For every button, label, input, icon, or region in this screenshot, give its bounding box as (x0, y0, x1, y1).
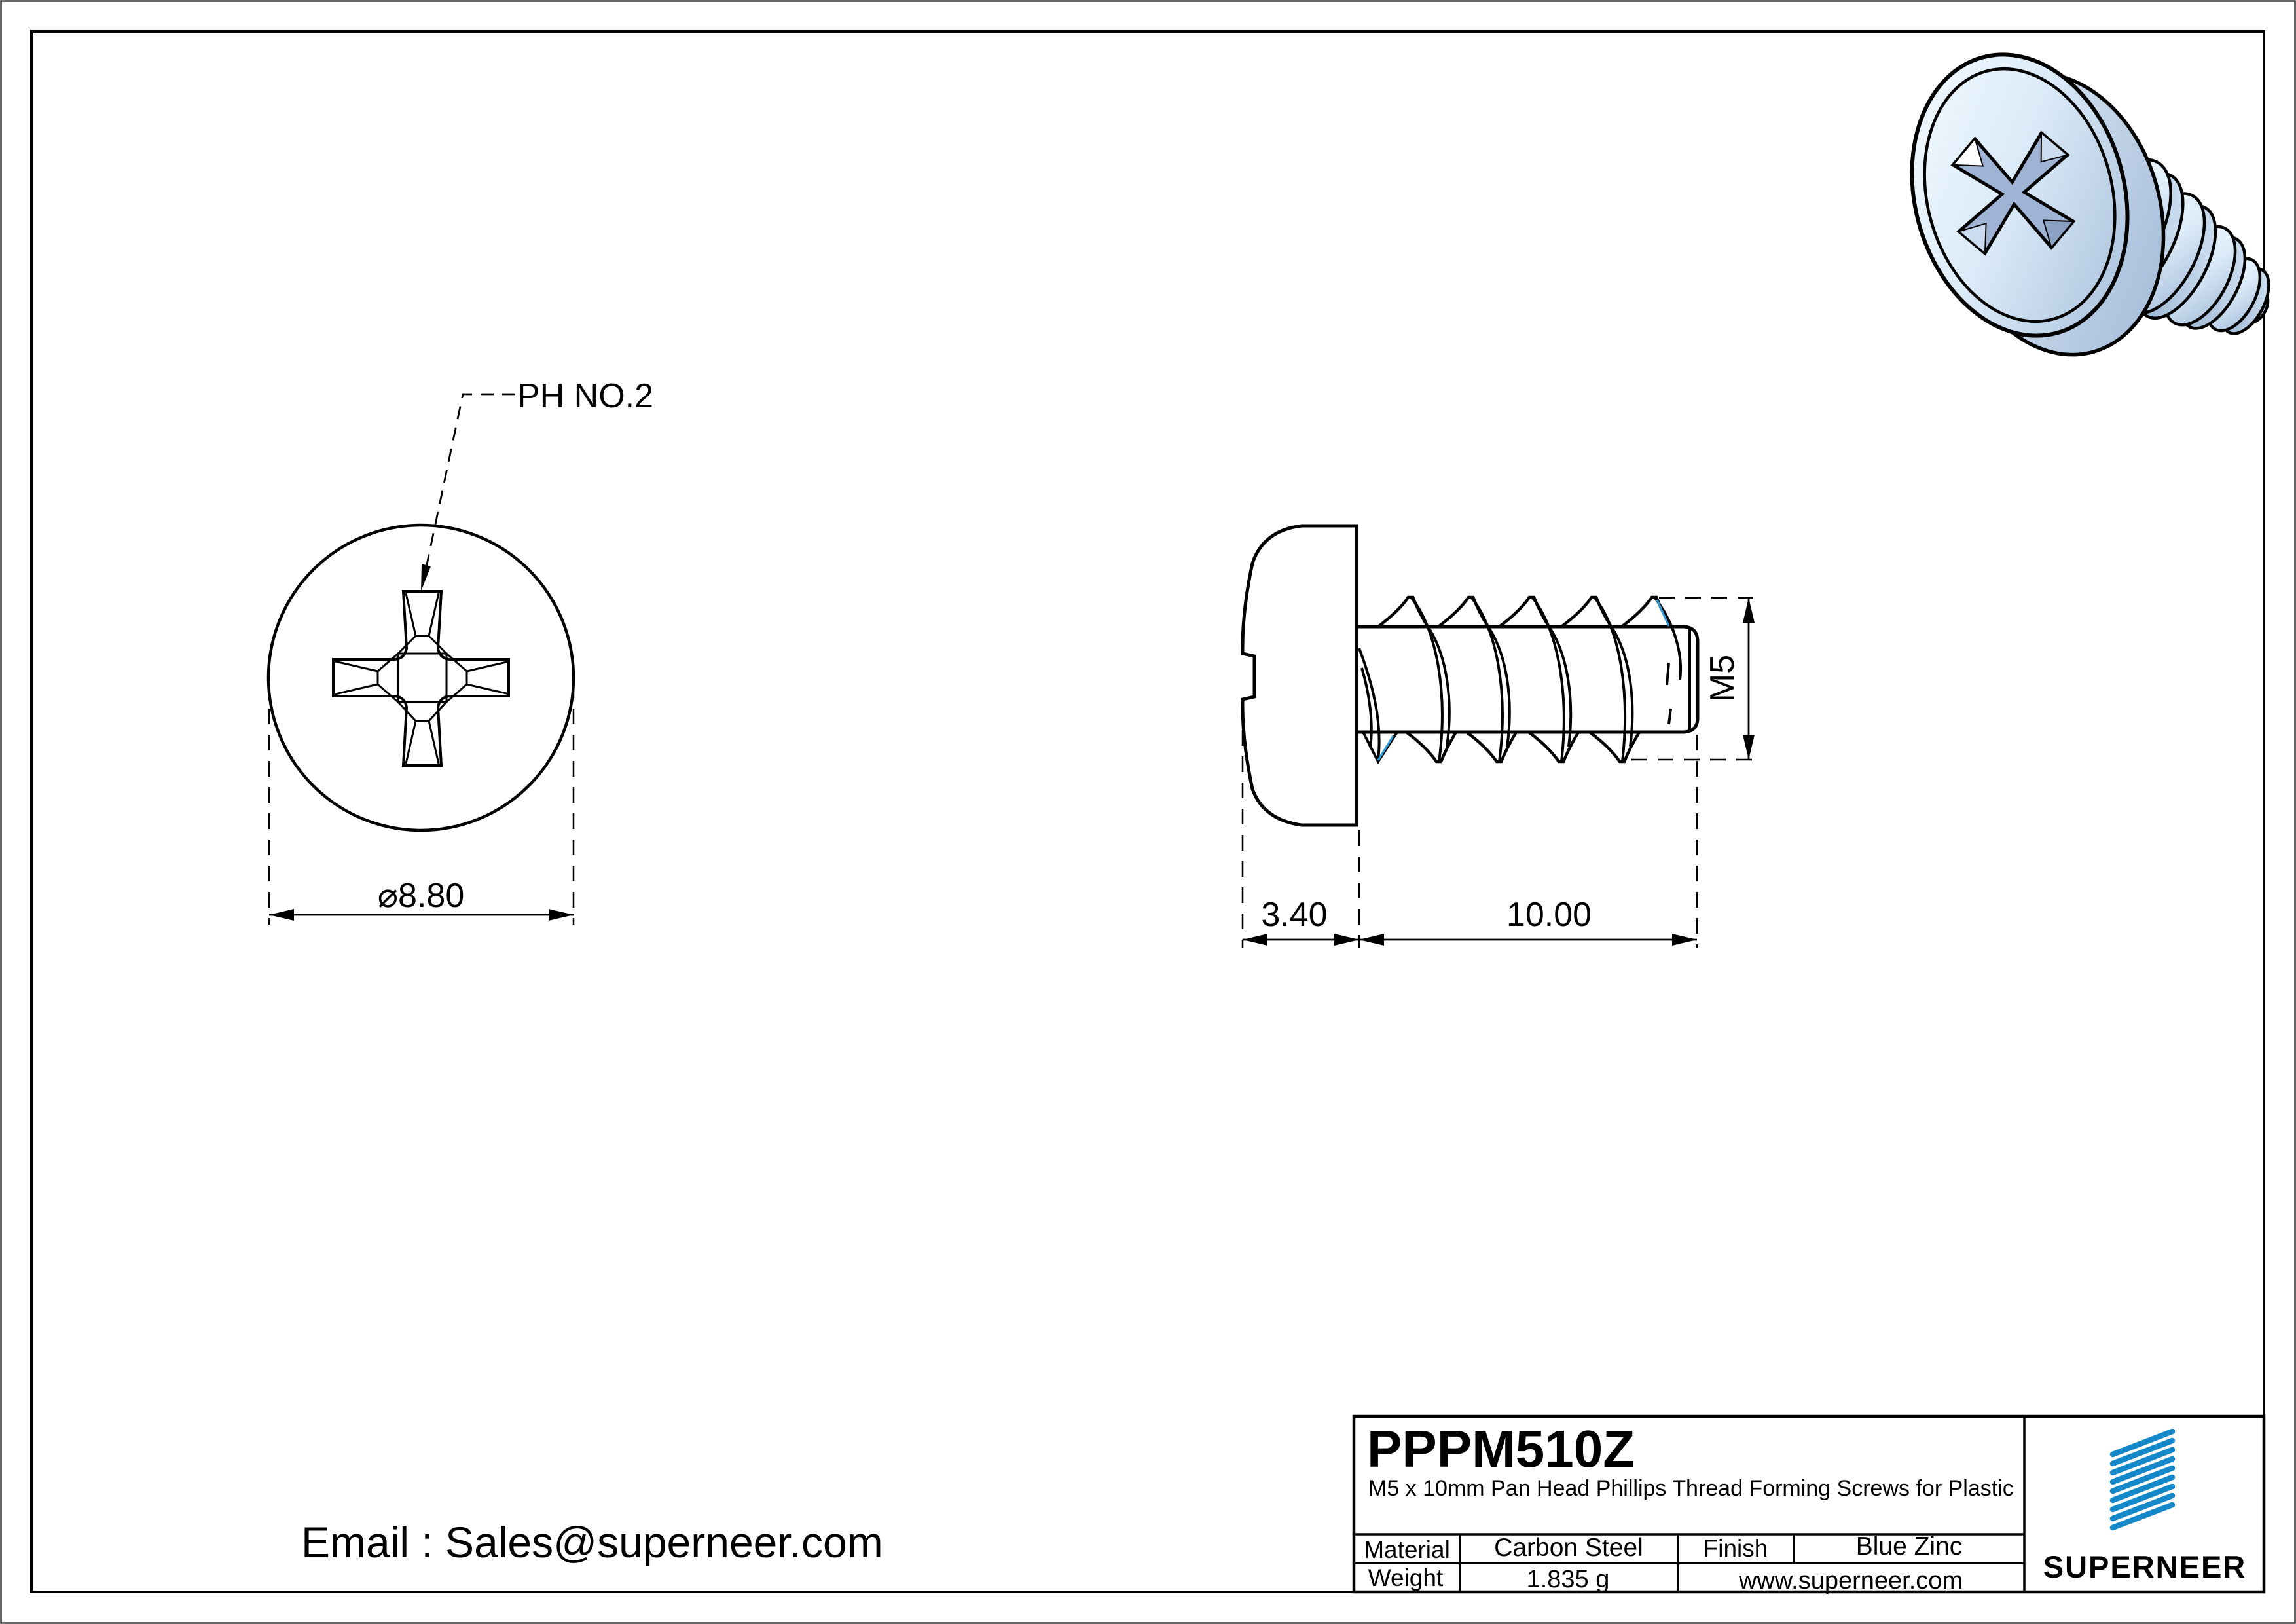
weight-label: Weight (1368, 1564, 1444, 1591)
finish-value: Blue Zinc (1855, 1532, 1963, 1560)
phillips-recess-facets (335, 593, 509, 764)
weight-value: 1.835 g (1526, 1566, 1610, 1593)
finish-label: Finish (1703, 1535, 1768, 1562)
material-value: Carbon Steel (1494, 1534, 1643, 1562)
head-diameter-text: ⌀8.80 (377, 877, 465, 915)
email-text[interactable]: Email : Sales@superneer.com (301, 1518, 883, 1566)
head-outline-circle (268, 525, 574, 830)
part-description: M5 x 10mm Pan Head Phillips Thread Forming Screws for Plastic (1368, 1476, 2014, 1501)
leader-arrowhead (421, 564, 431, 591)
thread-size-text: M5 (1704, 654, 1741, 703)
head-height-text: 3.40 (1261, 896, 1328, 934)
shank-outline (1357, 627, 1698, 732)
material-label: Material (1364, 1536, 1450, 1563)
recess-leader (421, 377, 653, 591)
thread-length-text: 10.00 (1506, 896, 1592, 934)
phillips-recess-outline (333, 591, 509, 766)
screw-3d-render (1882, 30, 2278, 379)
brand-name: SUPERNEER (2043, 1549, 2247, 1584)
part-number: PPPM510Z (1367, 1420, 1635, 1478)
thread-helix-lines (1411, 597, 1681, 762)
website-link[interactable]: www.superneer.com (1738, 1567, 1963, 1595)
recess-label: PH NO.2 (517, 377, 654, 415)
thread-start (1359, 648, 1397, 762)
head-diameter-dimension (269, 682, 574, 925)
front-view (268, 377, 653, 925)
title-block (1354, 1416, 2264, 1595)
side-view (1243, 526, 1762, 948)
head-profile (1243, 526, 1357, 825)
